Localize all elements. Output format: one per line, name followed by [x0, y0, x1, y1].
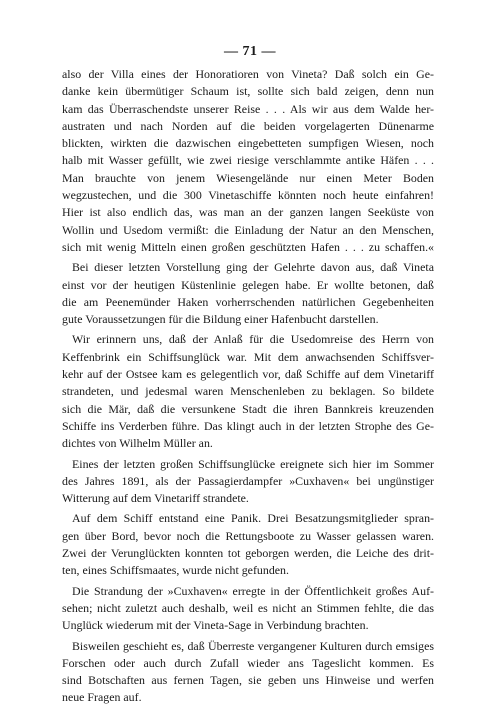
- text-line: Unglück wiederum mit der Vineta-Sage in Verbindung brachten.: [62, 618, 369, 633]
- text-line: des Jahres 1891, als der Passagierdampfer »Cuxhaven« bei ungünstiger: [62, 473, 434, 488]
- body-text: [62, 66, 434, 707]
- text-line: Wir erinnern uns, daß der Anlaß für die Usedomreise des Herrn von: [72, 332, 434, 347]
- text-line: gen über Bord, bevor noch die Rettungsboote zu Wasser gelassen waren.: [62, 528, 434, 543]
- text-line: neue Fragen auf.: [62, 690, 142, 705]
- paragraph: [62, 66, 434, 256]
- text-line: dichtes von Wilhelm Müller an.: [62, 436, 213, 451]
- text-line: Bisweilen geschieht es, daß Überreste vergangener Kulturen durch emsiges: [72, 638, 434, 653]
- text-line: einst vor der heutigen Küstenlinie gelegen habe. Er wollte betonen, daß: [62, 277, 434, 292]
- paragraph: [62, 456, 434, 508]
- text-line: Auf dem Schiff entstand eine Panik. Drei Besatzungsmitglieder spran-: [72, 511, 434, 526]
- text-line: wegzustechen, und die 300 Vinetaschiffe könnten noch heute einfahren!: [62, 188, 434, 203]
- page-number: — 71 —: [224, 44, 276, 59]
- text-line: Schiffe ins Verderben führe. Das klingt auch in der letzten Strophe des Ge-: [62, 418, 434, 433]
- text-line: strandeten, und jedesmal waren Menschenleben zu beklagen. So bildete: [62, 384, 434, 399]
- text-line: Hier ist also endlich das, was man an der ganzen langen Seeküste von: [62, 205, 434, 220]
- text-line: Eines der letzten großen Schiffsunglücke ereignete sich hier im Sommer: [72, 456, 434, 471]
- paragraph: [62, 259, 434, 328]
- paragraph: [62, 331, 434, 452]
- text-line: Witterung auf dem Vinetariff strandete.: [62, 491, 249, 506]
- text-line: gute Voraussetzungen für die Bildung einer Hafenbucht darstellen.: [62, 312, 379, 327]
- text-line: austraten und nach Norden auf die beiden vorgelagerten Dünenarme: [62, 118, 434, 133]
- text-line: Zwei der Verunglückten konnten tot geborgen werden, die Leiche des drit-: [62, 546, 434, 561]
- text-line: Man brauchte von jenem Wiesengelände nur einen Meter Boden: [62, 170, 434, 185]
- text-line: die am Peenemünder Haken vorherrschenden natürlichen Gegebenheiten: [62, 294, 434, 309]
- text-line: ten, eines Schiffsmaates, wurde nicht gefunden.: [62, 563, 289, 578]
- text-line: sehen; nicht zuletzt auch deshalb, weil es nicht an Stimmen fehlte, die das: [62, 600, 434, 615]
- paragraph: [62, 638, 434, 707]
- text-line: halb mit Wasser gefüllt, wie zwei riesige verschlammte antike Häfen . . .: [62, 153, 434, 168]
- text-line: Wollin und Usedom vermißt: die Einladung der Natur an den Menschen,: [62, 222, 434, 237]
- paragraph: [62, 583, 434, 635]
- paragraph: [62, 510, 434, 579]
- text-line: Keffenbrink ein Schiffsunglück war. Mit dem anwachsenden Schiffsver-: [62, 349, 434, 364]
- text-line: Forschen oder auch durch Zufall wieder ans Tageslicht kommen. Es: [62, 655, 434, 670]
- text-line: danke kein übermütiger Schaum ist, sollte sich bald zeigen, denn nun: [62, 84, 434, 99]
- text-line: Bei dieser letzten Vorstellung ging der Gelehrte davon aus, daß Vineta: [72, 260, 434, 275]
- text-line: kam das Überraschendste unserer Reise . . . Als wir aus dem Walde her-: [62, 101, 434, 116]
- text-line: kehr auf der Ostsee kam es gelegentlich vor, daß Schiffe auf dem Vinetariff: [62, 367, 434, 382]
- text-line: Die Strandung der »Cuxhaven« erregte in der Öffentlichkeit großes Auf-: [72, 583, 434, 598]
- text-line: sind Botschaften aus fernen Tagen, sie geben uns Hinweise und werfen: [62, 673, 434, 688]
- text-line: blickten, wirkten die dazwischen eingebetteten sumpfigen Wiesen, noch: [62, 136, 434, 151]
- text-line: sich mit wenig Mitteln einen großen geschützten Hafen . . . zu schaffen.«: [62, 239, 434, 254]
- text-line: also der Villa eines der Honoratioren von Vineta? Daß solch ein Ge-: [62, 67, 434, 81]
- text-line: sich die Mär, daß die versunkene Stadt die ihren Bannkreis kreuzenden: [62, 401, 434, 416]
